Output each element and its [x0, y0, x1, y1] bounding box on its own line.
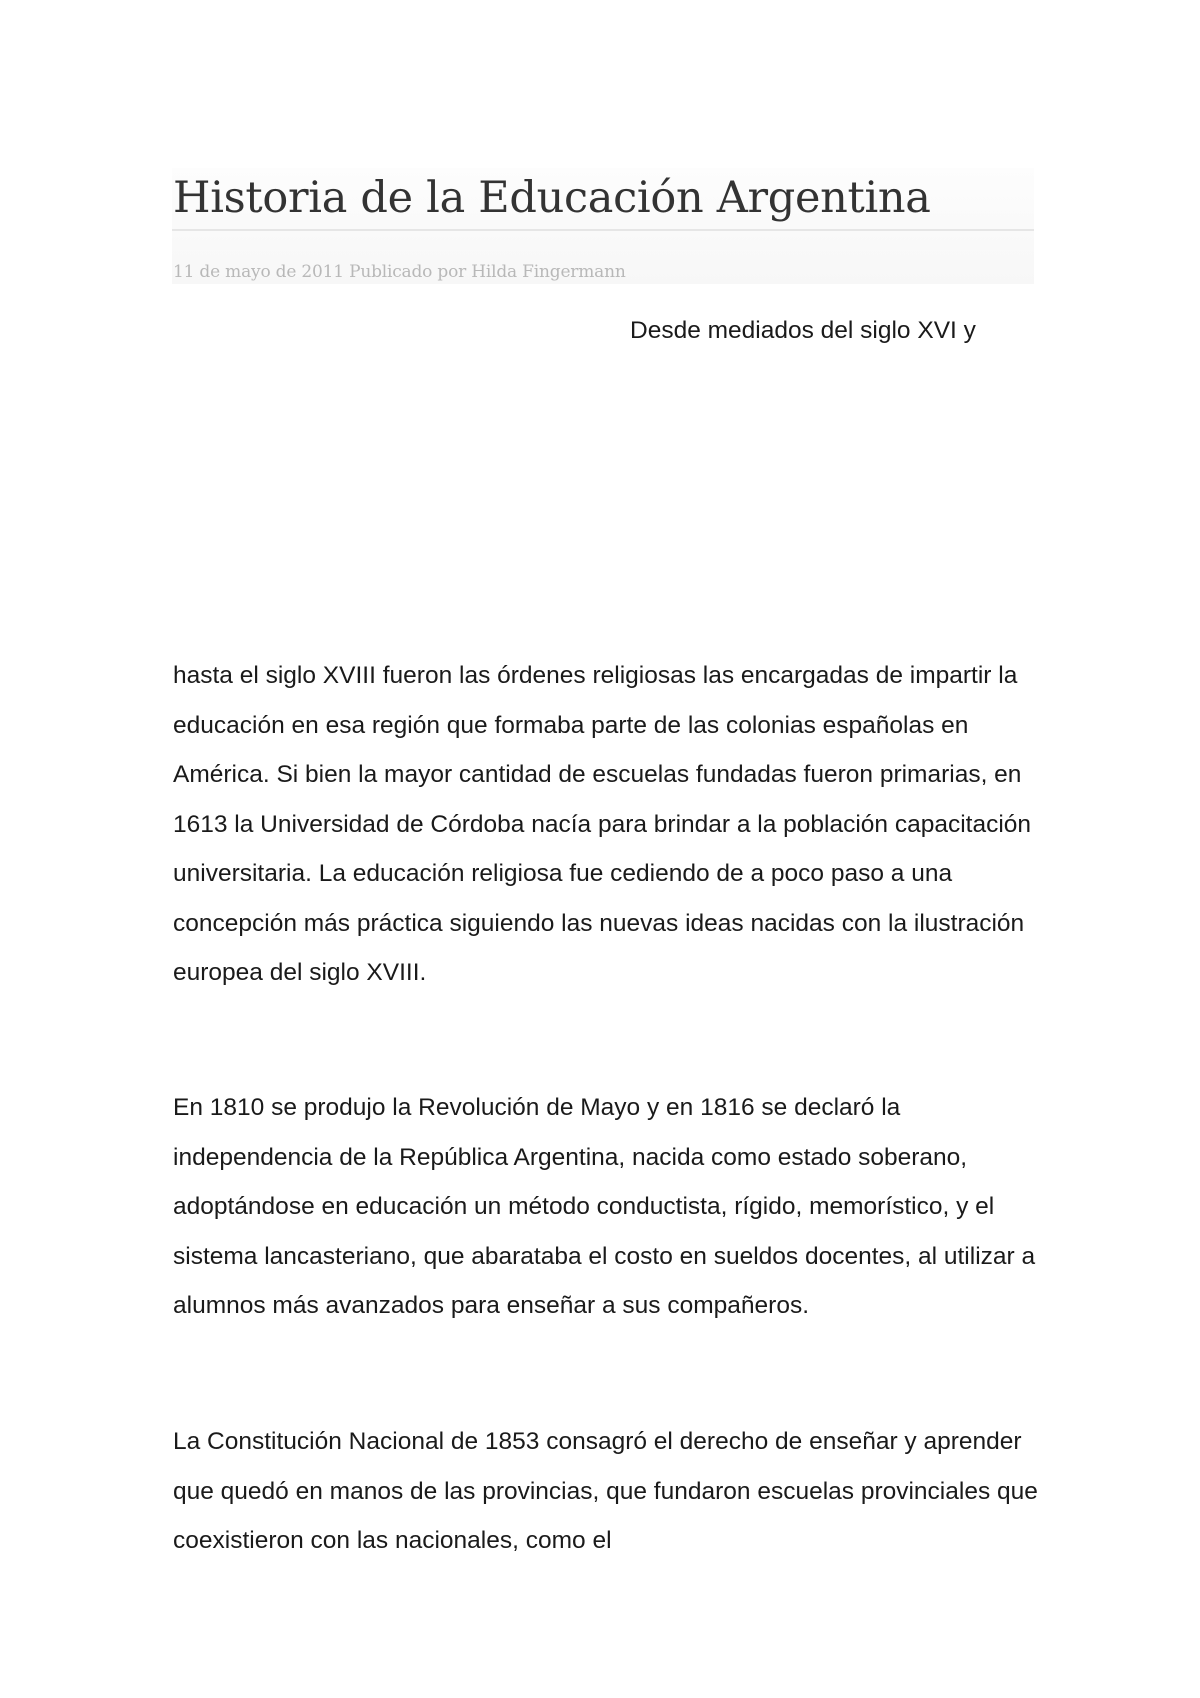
- paragraph-3: La Constitución Nacional de 1853 consagró el derecho de enseñar y aprender que quedó en manos de las provincias, que fundaron escuelas provinciales que coexistieron con las nacionales, como el: [173, 1428, 1038, 1554]
- lead-text: Desde mediados del siglo XVI y: [630, 317, 976, 344]
- post-title: Historia de la Educación Argentina: [173, 173, 931, 223]
- paragraph-1: hasta el siglo XVIII fueron las órdenes religiosas las encargadas de impartir la educación en esa región que formaba parte de las colonias españolas en América. Si bien la mayor cantidad de escuelas fundadas fueron primarias, en 1613 la Universidad de Córdoba nacía para brindar a la población capacitación universitaria. La educación religiosa fue cediendo de a poco paso a una concepción más práctica siguiendo las nuevas ideas nacidas con la ilustración europea del siglo XVIII.: [173, 662, 1032, 986]
- title-divider: [172, 229, 1034, 231]
- paragraph-2: En 1810 se produjo la Revolución de Mayo y en 1816 se declaró la independencia de la República Argentina, nacida como estado soberano, adoptándose en educación un método conductista, rígido, memorístico, y el sistema lancasteriano, que abarataba el costo en sueldos docentes, al utilizar a alumnos más avanzados para enseñar a sus compañeros.: [173, 1094, 1036, 1319]
- post-meta: 11 de mayo de 2011 Publicado por Hilda Fingermann: [173, 262, 626, 282]
